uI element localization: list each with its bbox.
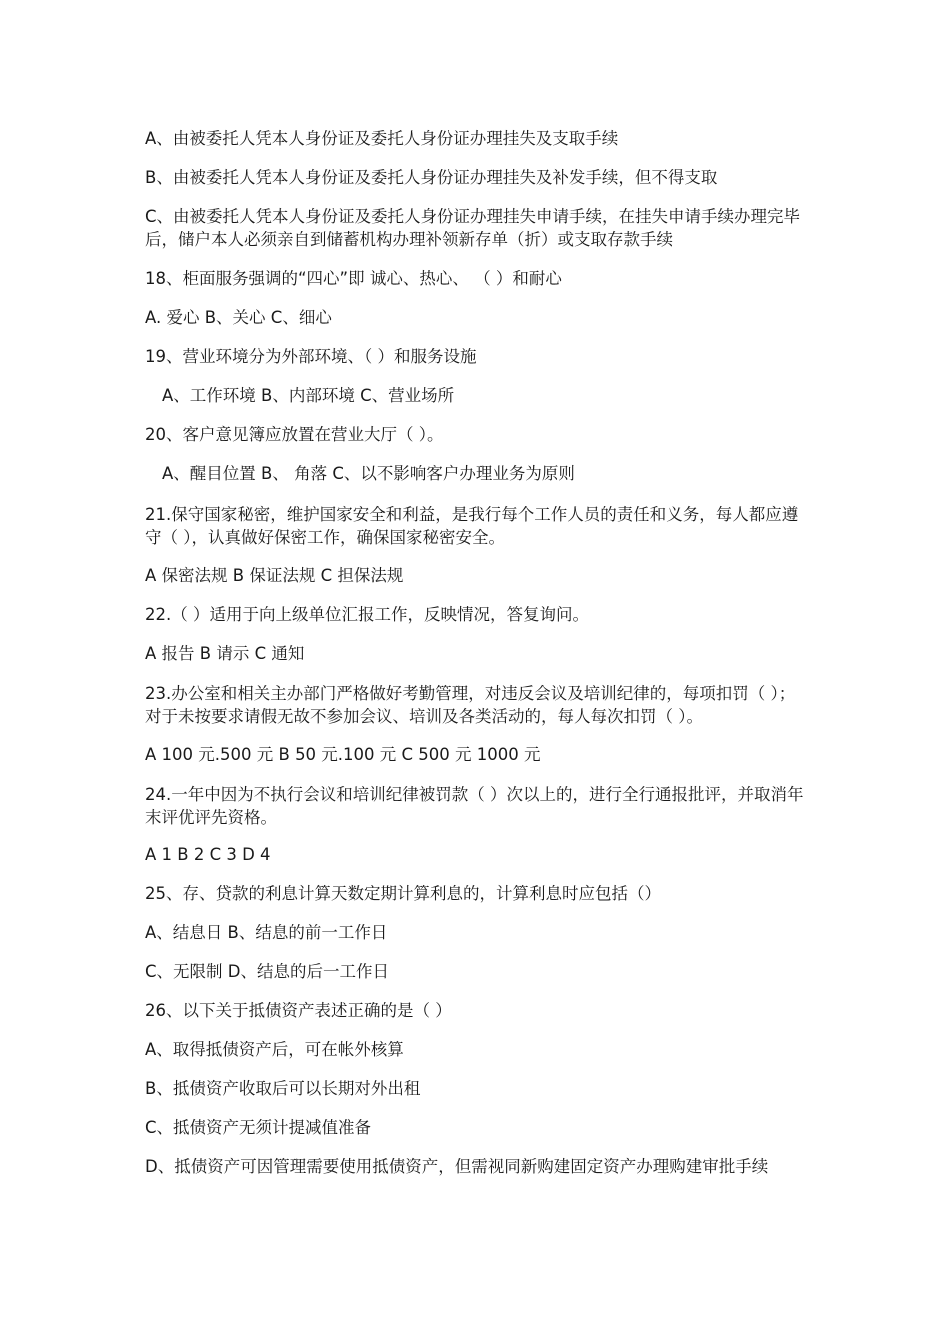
option-b-17: B、由被委托人凭本人身份证及委托人身份证办理挂失及补发手续，但不得支取 — [145, 168, 718, 187]
question-20: 20、客户意见簿应放置在营业大厅（ ）。 — [145, 425, 444, 444]
option-a-26: A、取得抵债资产后，可在帐外核算 — [145, 1040, 404, 1059]
option-b-26: B、抵债资产收取后可以长期对外出租 — [145, 1079, 421, 1098]
options-25-ab: A、结息日 B、结息的前一工作日 — [145, 923, 388, 942]
options-19: A、工作环境 B、内部环境 C、营业场所 — [162, 386, 455, 405]
question-22: 22.（ ）适用于向上级单位汇报工作，反映情况，答复询问。 — [145, 605, 589, 624]
question-26: 26、以下关于抵债资产表述正确的是（ ） — [145, 1001, 452, 1020]
question-18: 18、柜面服务强调的“四心”即 诚心、热心、 （ ）和耐心 — [145, 269, 562, 288]
options-23: A 100 元.500 元 B 50 元.100 元 C 500 元 1000 元 — [145, 745, 541, 764]
question-19: 19、营业环境分为外部环境、（ ）和服务设施 — [145, 347, 477, 366]
option-c-17: C、由被委托人凭本人身份证及委托人身份证办理挂失申请手续，在挂失申请手续办理完毕后，储户本人必须亲自到储蓄机构办理补领新存单（折）或支取存款手续 — [145, 207, 801, 249]
options-21: A 保密法规 B 保证法规 C 担保法规 — [145, 566, 404, 585]
option-c-26: C、抵债资产无须计提减值准备 — [145, 1118, 372, 1137]
options-22: A 报告 B 请示 C 通知 — [145, 644, 305, 663]
question-24: 24.一年中因为不执行会议和培训纪律被罚款（ ）次以上的，进行全行通报批评，并取消年末评优评先资格。 — [145, 785, 804, 827]
options-25-cd: C、无限制 D、结息的后一工作日 — [145, 962, 389, 981]
option-a-17: A、由被委托人凭本人身份证及委托人身份证办理挂失及支取手续 — [145, 129, 619, 148]
options-18: A. 爱心 B、关心 C、细心 — [145, 308, 332, 327]
question-23: 23.办公室和相关主办部门严格做好考勤管理，对违反会议及培训纪律的，每项扣罚（ ）；对于未按要求请假无故不参加会议、培训及各类活动的，每人每次扣罚（ ）。 — [145, 684, 796, 726]
question-25: 25、存、贷款的利息计算天数定期计算利息的，计算利息时应包括（） — [145, 884, 661, 903]
options-20: A、醒目位置 B、 角落 C、以不影响客户办理业务为原则 — [162, 464, 575, 483]
options-24: A 1 B 2 C 3 D 4 — [145, 845, 271, 864]
question-21: 21.保守国家秘密，维护国家安全和利益，是我行每个工作人员的责任和义务，每人都应遵守（ ），认真做好保密工作，确保国家秘密安全。 — [145, 505, 799, 547]
option-d-26: D、抵债资产可因管理需要使用抵债资产，但需视同新购建固定资产办理购建审批手续 — [145, 1157, 769, 1176]
